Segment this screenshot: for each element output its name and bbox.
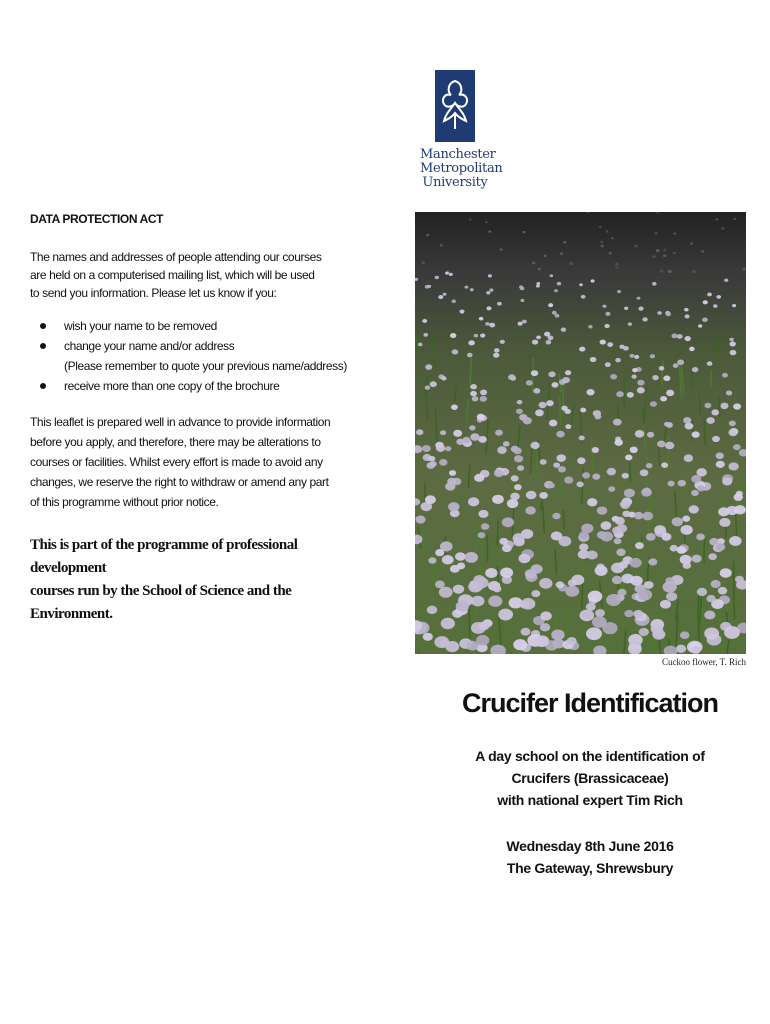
cuckoo-flower-photo [415, 212, 746, 654]
event-date: Wednesday 8th June 2016 [506, 838, 674, 854]
data-protection-intro [30, 248, 370, 302]
event-details [440, 835, 740, 879]
list-item [30, 316, 370, 336]
list-item-text: wish your name to be removed [64, 319, 217, 333]
description-line-1: A day school on the identification of [475, 748, 705, 764]
list-item-text: receive more than one copy of the brochure [64, 379, 280, 393]
photo-caption: Cuckoo flower, T. Rich [661, 657, 746, 667]
intro-line-1: The names and addresses of people attending our courses [30, 250, 322, 264]
request-list [30, 316, 370, 396]
data-protection-title: DATA PROTECTION ACT [30, 212, 164, 226]
logo-line-1: Manchester [420, 147, 496, 162]
event-venue: The Gateway, Shrewsbury [506, 860, 674, 876]
list-item-note: (Please remember to quote your previous name/address) [64, 359, 347, 373]
description-line-2: Crucifers (Brassicaceae) [511, 770, 669, 786]
bullet-icon [40, 343, 46, 349]
leaflet-notice [30, 412, 370, 512]
course-title: Crucifer Identification [461, 688, 719, 718]
leaflet-line-1: This leaflet is prepared well in advance to provide information [30, 415, 331, 429]
programme-line-1: This is part of the programme of professional development [30, 537, 298, 576]
leaflet-line-4: changes, we reserve the right to withdraw or amend any part [30, 475, 329, 489]
logo-line-3: University [422, 175, 488, 190]
logo-line-2: Metropolitan [420, 161, 503, 176]
leaflet-line-3: courses or facilities. Whilst every effort is made to avoid any [30, 455, 323, 469]
bullet-icon [40, 383, 46, 389]
programme-line-2: courses run by the School of Science and the Environment. [30, 583, 292, 622]
university-crest-icon [435, 70, 475, 142]
leaflet-line-5: of this programme without prior notice. [30, 495, 219, 509]
course-section [440, 688, 740, 879]
description-line-3: with national expert Tim Rich [497, 792, 683, 808]
list-item [30, 376, 370, 396]
list-item-text: change your name and/or address [64, 339, 235, 353]
leaflet-line-2: before you apply, and therefore, there may be alterations to [30, 435, 321, 449]
bullet-icon [40, 323, 46, 329]
list-item [30, 336, 370, 376]
university-logo [420, 70, 503, 190]
intro-line-2: are held on a computerised mailing list, which will be used [30, 268, 315, 282]
course-description [440, 745, 740, 811]
intro-line-3: to send you information. Please let us know if you: [30, 286, 277, 300]
programme-note [30, 534, 330, 626]
data-protection-section [30, 212, 370, 626]
